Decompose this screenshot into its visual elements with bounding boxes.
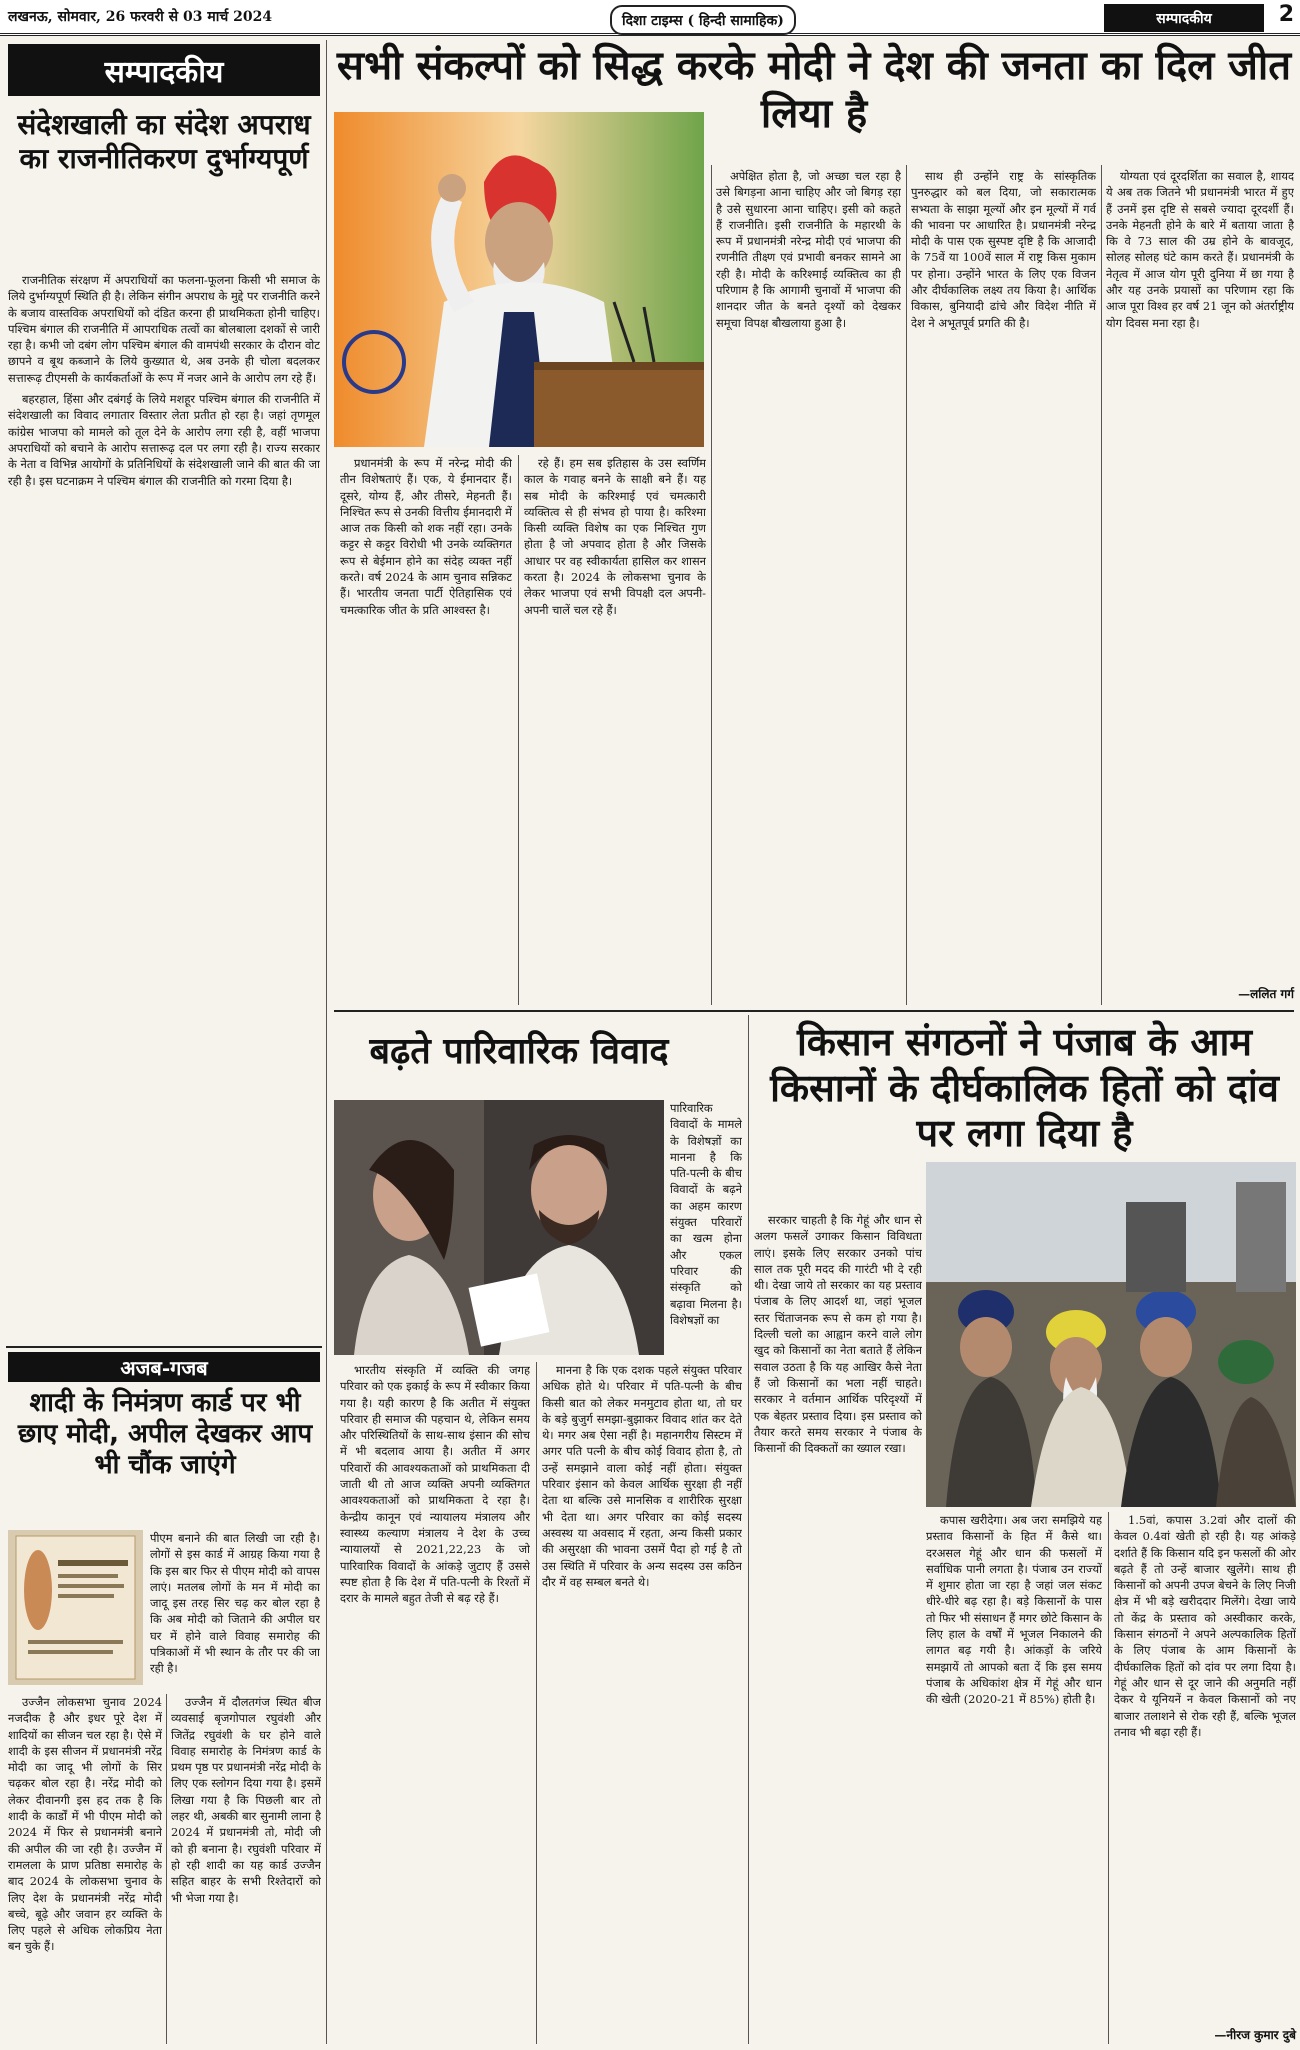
lead-paragraph: प्रधानमंत्री के रूप में नरेन्द्र मोदी की तीन विशेषताएं हैं। एक, ये ईमानदार हैं। दूसरे, योग्य हैं, और तीसरे, मेहनती हैं। निश्चित रूप से उनकी वित्तीय ईमानदारी में आज तक किसी को शक नहीं रहा। उनके कट्टर से कट्टर विरोधी भी उनके व्यक्तिगत रूप से बेईमान होने का संदेह व्यक्त नहीं करते। वर्ष 2024 के आम चुनाव सन्निकट हैं। भारतीय जनता पार्टी ऐतिहासिक एवं चमत्कारिक जीत के प्रति आश्वस्त है। <box>340 456 512 617</box>
farmers-byline: —नीरज कुमार दुबे <box>1214 2028 1296 2042</box>
column-rule <box>748 1015 749 2044</box>
page-header-bar <box>0 0 1300 36</box>
farmers-col-2 <box>1114 1512 1296 2022</box>
ajab-side-paragraph: पीएम बनाने की बात लिखी जा रही है। लोगों से इस कार्ड में आग्रह किया गया है कि इस बार फिर से पीएम मोदी को वापस लाएं। मतलब लोगों के मन में मोदी का जादू इस तरह सिर चढ़ कर बोल रहा है कि अब मोदी को जिताने की अपील घर घर में होने वाले विवाह समारोह की पत्रिकाओं में भी स्थान के तौर पर की जा रही है। <box>150 1531 320 1676</box>
lead-paragraph: रहे हैं। हम सब इतिहास के उस स्वर्णिम काल के गवाह बनने के साक्षी बने हैं। यह सब मोदी के करिश्माई एवं चमत्कारी व्यक्तित्व से ही संभव हो पाया है। करिश्मा किसी व्यक्ति विशेष का एक निश्चित गुण होता है जो अपवाद होता है और जिसके आधार पर वह स्वीकार्यता हासिल कर शासन करता है। 2024 के लोकसभा चुनाव के लेकर भाजपा एवं सभी विपक्षी दल अपनी-अपनी चालें चल रहे हैं। <box>524 456 706 617</box>
lead-paragraph: अपेक्षित होता है, जो अच्छा चल रहा है उसे बिगड़ना आना चाहिए और जो बिगड़ रहा है उसे सुधारना आना चाहिए। इसी को कहते हैं राजनीति। इसी राजनीति के महारथी के रूप में प्रधानमंत्री नरेन्द्र मोदी एवं भाजपा की रणनीति तीक्ष्ण एवं प्रभावी बनकर सामने आ रही है। मोदी के करिश्माई व्यक्तित्व का ही परिणाम है कि आगामी चुनावों में भाजपा की शानदार जीत के बनते दृश्यों को देखकर समूचा विपक्ष बौखलाया हुआ है। <box>716 169 901 330</box>
couple-photo <box>334 1100 664 1355</box>
page-number: 2 <box>1278 2 1294 27</box>
farmers-headline: किसान संगठनों ने पंजाब के आम किसानों के दीर्घकालिक हितों को दांव पर लगा दिया है <box>770 1020 1279 1156</box>
editorial-paragraph: बहरहाल, हिंसा और दबंगई के लिये मशहूर पश्चिम बंगाल की राजनीति में संदेशखाली का विवाद लगातार विस्तार लेता प्रतीत हो रहा है। जहां तृणमूल कांग्रेस भाजपा को मामले को तूल देने के आरोप लगा रही है, वहीं भाजपा अपराधियों को बचाने के आरोप सत्तारूढ़ दल पर लगा रही है। राज्य सरकार के नेता व विभिन्न आयोगों के प्रतिनिधियों के संदेशखाली जाने की बात की जा रही है। इस घटनाक्रम ने पश्चिम बंगाल की राजनीति को गरमा दिया है। <box>8 392 320 488</box>
family-side-text <box>670 1100 742 1355</box>
lead-col-4 <box>911 168 1096 1005</box>
issue-date: लखनऊ, सोमवार, 26 फरवरी से 03 मार्च 2024 <box>8 9 273 25</box>
section-label: सम्पादकीय <box>1104 4 1264 32</box>
lead-col-1 <box>340 455 512 1005</box>
family-col-1 <box>340 1362 530 2044</box>
lead-col-2 <box>524 455 706 1005</box>
ajab-banner-label: अजब-गजब <box>120 1355 208 1380</box>
section-divider <box>334 1010 1294 1012</box>
family-headline: बढ़ते पारिवारिक विवाद <box>369 1031 669 1072</box>
editorial-headline: संदेशखाली का संदेश अपराध का राजनीतिकरण दुर्भाग्यपूर्ण <box>17 108 311 175</box>
column-rule <box>1101 165 1102 1005</box>
editorial-body <box>8 272 320 1340</box>
family-col-2 <box>542 1362 742 2044</box>
column-rule <box>711 165 712 1005</box>
ajab-paragraph: उज्जैन में दौलतगंज स्थित बीज व्यवसाई बृजगोपाल रघुवंशी और जितेंद्र रघुवंशी के घर होने वाले विवाह समारोह के निमंत्रण कार्ड के प्रथम पृष्ठ पर प्रधानमंत्री नरेंद्र मोदी के लिए एक स्लोगन दिया गया है। इसमें लिखा गया है कि पिछली बार तो लहर थी, अबकी बार सुनामी लाना है 2024 में प्रधानमंत्री तो, मोदी जी को ही बनाना है। रघुवंशी परिवार में हो रही शादी का यह कार्ड उज्जैन सहित बाहर के सभी रिश्तेदारों को भी भेजा गया है। <box>171 1695 321 1905</box>
column-rule <box>326 40 327 2044</box>
editorial-banner <box>8 44 320 96</box>
section-divider <box>6 1346 322 1348</box>
family-paragraph: मानना है कि एक दशक पहले संयुक्त परिवार अधिक होते थे। परिवार में पति-पत्नी के बीच किसी बात को लेकर मनमुटाव होता था, तो घर के बड़े बुजुर्ग समझा-बुझाकर विवाद शांत कर देते थे। मगर अब ऐसा नहीं है। महानगरीय सिस्टम में अगर पति पत्नी के बीच कोई विवाद होता है, तो उन्हें समझाने वाला कोई नहीं होता। संयुक्त परिवार इंसान को केवल आर्थिक सुरक्षा ही नहीं देता था बल्कि उसे मानसिक व शारीरिक सुरक्षा भी देता था। अगर परिवार का कोई सदस्य अस्वस्थ या अवसाद में रहता, अन्य किसी प्रकार की असुरक्षा की भावना उसमें पैदा हो गई है तो उस स्थिति में परिवार के अन्य सदस्य उस कठिन दौर में वह सम्बल बनते थे। <box>542 1363 742 1589</box>
ajab-col-2 <box>171 1694 321 2044</box>
ajab-banner <box>8 1352 320 1382</box>
farmers-protest-photo <box>926 1162 1296 1507</box>
farmers-top-paragraph: सरकार चाहती है कि गेहूं और धान से अलग फसलें उगाकर किसान विविधता लाएं। इसके लिए सरकार उनको पांच साल तक पूरी मदद की गारंटी भी दे रही थी। देखा जाये तो सरकार का यह प्रस्ताव पंजाब के लिए आदर्श था, जहां भूजल स्तर चिंताजनक रूप से कम हो गया है। दिल्ली चलो का आह्वान करने वाले लोग खुद को किसानों का नेता बताते हैं लेकिन सवाल उठता है कि यह आखिर कैसे नेता हैं जो किसानों का भला नहीं चाहते। सरकार ने वर्तमान आर्थिक परिदृश्यों में एक बेहतर प्रस्ताव दिया। इस प्रस्ताव को तैयार करते समय सरकार ने पंजाब के किसानों की दिक्कतों का ख्याल रखा। <box>754 1213 922 1456</box>
lead-paragraph: योग्यता एवं दूरदर्शिता का सवाल है, शायद ये अब तक जितने भी प्रधानमंत्री भारत में हुए हैं उनमें इस दृष्टि से सबसे ज्यादा दूरदर्शी हैं। उनके मेहनती होने के बारे में बताया जाता है कि वे 73 साल की उम्र होने के बावजूद, सोलह सोलह घंटे काम करते हैं। प्रधानमंत्री के नेतृत्व में आज योग पूरी दुनिया में छा गया है और यह उनके प्रयासों का परिणाम रहा कि आज पूरा विश्व हर वर्ष 21 जून को अंतर्राष्ट्रीय योग दिवस मना रहा है। <box>1106 169 1294 330</box>
wedding-card-photo <box>8 1530 143 1685</box>
farmers-top-text <box>754 1212 922 1510</box>
masthead-title: दिशा टाइम्स ( हिन्दी सामाहिक) <box>610 5 796 35</box>
column-rule <box>1108 1512 1109 2044</box>
editorial-banner-label: सम्पादकीय <box>104 54 224 90</box>
column-rule <box>518 455 519 1005</box>
lead-headline: सभी संकल्पों को सिद्ध करके मोदी ने देश की जनता का दिल जीत लिया है <box>336 43 1292 137</box>
lead-byline: —ललित गर्ग <box>1238 987 1294 1001</box>
modi-photo <box>334 112 704 447</box>
ajab-headline: शादी के निमंत्रण कार्ड पर भी छाए मोदी, अपील देखकर आप भी चौंक जाएंगे <box>17 1388 313 1481</box>
farmers-col-1 <box>926 1512 1102 2044</box>
column-rule <box>536 1362 537 2044</box>
column-rule <box>166 1694 167 2044</box>
ajab-paragraph: उज्जैन लोकसभा चुनाव 2024 नजदीक है और इधर पूरे देश में शादियों का सीजन चल रहा है। ऐसे में शादी के इस सीजन में प्रधानमंत्री नरेंद्र मोदी का जादू भी लोगों के सिर चढ़कर बोल रहा है। नरेंद्र मोदी को लेकर दीवानगी इस हद तक है कि शादी के कार्डों में भी पीएम मोदी को 2024 में फिर से प्रधानमंत्री बनाने की अपील की जा रही है। उज्जैन में रामलला के प्राण प्रतिष्ठा समारोह के बाद 2024 के लोकसभा चुनाव के लिए देश के प्रधानमंत्री नरेंद्र मोदी बच्चे, बूढ़े और जवान हर व्यक्ति के लिए पहले से अधिक लोकप्रिय नेता बन चुके हैं। <box>8 1695 162 1954</box>
lead-col-5 <box>1106 168 1294 983</box>
ajab-col-1 <box>8 1694 162 2044</box>
column-rule <box>906 165 907 1005</box>
editorial-paragraph: राजनीतिक संरक्षण में अपराधियों का फलना-फूलना किसी भी समाज के लिये दुर्भाग्यपूर्ण स्थिति ही है। लेकिन संगीन अपराध के मुद्दे पर राजनीति करने के बजाय वास्तविक अपराधियों को दंडित करना ही प्राथमिकता होनी चाहिए। पश्चिम बंगाल की राजनीति में आपराधिक तत्वों का बोलबाला दशकों से जारी रहा है। कभी जो दबंग लोग पश्चिम बंगाल की वामपंथी सरकार के दौरान वोट छापने व बूथ कब्जाने के लिये कुख्यात थे, अब उनके ही चोला बदलकर सत्तारूढ़ टीएमसी के कार्यकर्ताओं के रूप में नजर आने के आरोप लग रहे हैं। <box>8 273 320 385</box>
farmers-paragraph: 1.5वां, कपास 3.2वां और दालों की केवल 0.4वां खेती हो रही है। यह आंकड़े दर्शाते हैं कि किसान यदि इन फसलों की ओर बढ़ते हैं तो उन्हें बाजार खुलेंगे। साथ ही किसानों को अपनी उपज बेचने के लिए निजी क्षेत्र में भी बड़े खरीददार मिलेंगे। देखा जाये तो केंद्र के प्रस्ताव को अस्वीकार करके, किसान संगठनों ने अपने अल्पकालिक हितों के लिए पंजाब के आम किसानों के दीर्घकालिक हितों को दांव पर लगा दिया है। गेहूं और धान से दूर जाने की अनुमति नहीं देकर ये यूनियनें न केवल किसानों को नए बाजार तलाशने से रोक रही हैं, बल्कि भूजल तनाव भी बढ़ा रही हैं। <box>1114 1513 1296 1739</box>
lead-paragraph: साथ ही उन्होंने राष्ट्र के सांस्कृतिक पुनरुद्धार को बल दिया, जो सकारात्मक सभ्यता के साझा मूल्यों और इन मूल्यों में गर्व की भावना पर आधारित है। प्रधानमंत्री नरेन्द्र मोदी के पास एक सुस्पष्ट दृष्टि है कि आजादी के 75वें या 100वें साल में राष्ट्र किस मुकाम पर होना। उन्होंने भारत के लिए एक विजन और दीर्घकालिक लक्ष्य तय किया है। आर्थिक विकास, बुनियादी ढांचे और विदेश नीति में देश ने अभूतपूर्व प्रगति की है। <box>911 169 1096 330</box>
family-paragraph: भारतीय संस्कृति में व्यक्ति की जगह परिवार को एक इकाई के रूप में स्वीकार किया गया है। यही कारण है कि अतीत में संयुक्त परिवार ही समाज की पहचान थे, लेकिन समय और परिस्थितियों के साथ-साथ इंसान की सोच में भी बदलाव आया है। अतीत में अगर परिवारों की आवश्यकताओं को प्राथमिकता दी जाती थी तो आज व्यक्ति अपनी व्यक्तिगत आवश्यकताओं को प्राथमिकता दे रहा है। केन्द्रीय कानून एवं न्यायालय मंत्रालय और स्वास्थ्य कल्याण मंत्रालय ने देश के उच्च न्यायालयों से 2021,22,23 के जो पारिवारिक विवादों के आंकड़े जुटाए हैं उससे स्पष्ट होता है कि देश में पति-पत्नी के रिश्तों में दरार के मामले बहुत तेजी से बढ़ रहे हैं। <box>340 1363 530 1606</box>
farmers-paragraph: कपास खरीदेगा। अब जरा समझिये यह प्रस्ताव किसानों के हित में कैसे था। दरअसल गेहूं और धान की फसलों में सर्वाधिक पानी लगता है। पंजाब उन राज्यों में शुमार होता जा रहा है जहां जल संकट धीरे-धीरे बढ़ रहा है। बड़े किसानों के पास तो फिर भी संसाधन हैं मगर छोटे किसान के लिए हाल के वर्षों में भूजल निकालने की लागत बढ़ गयी है। आंकड़ों के जरिये समझायें तो आपको बता दें कि इस समय पंजाब के अधिकांश क्षेत्र में गेहूं और धान की खेती (2020-21 में 85%) होती है। <box>926 1513 1102 1707</box>
family-side-paragraph: पारिवारिक विवादों के मामले के विशेषज्ञों का मानना है कि पति-पत्नी के बीच विवादों के बढ़ने का अहम कारण संयुक्त परिवारों का खत्म होना और एकल परिवार की संस्कृति को बढ़ावा मिलना है। विशेषज्ञों का <box>670 1101 742 1327</box>
ajab-side-text <box>150 1530 320 1690</box>
lead-col-3 <box>716 168 901 1005</box>
